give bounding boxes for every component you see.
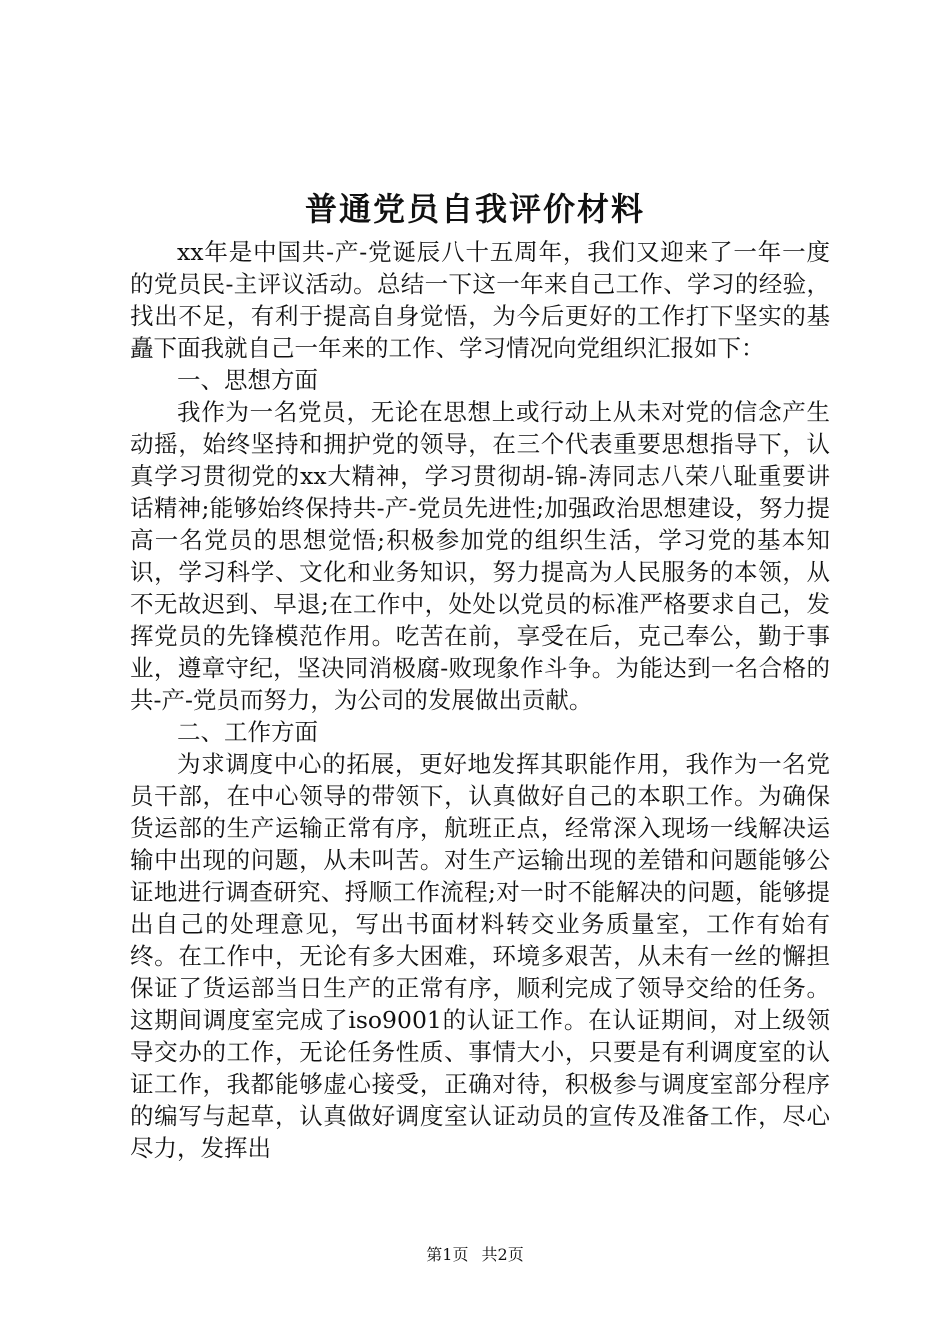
section-heading-work: 二、工作方面 xyxy=(177,718,318,746)
document-body xyxy=(130,236,830,1164)
paragraph-thought: 我作为一名党员，无论在思想上或行动上从未对党的信念产生动摇，始终坚持和拥护党的领导，在三个代表重要思想指导下，认真学习贯彻党的xx大精神，学习贯彻胡-锦-涛同志八荣八耻重要讲话精神;能够始终保持共-产-党员先进性;加强政治思想建设，努力提高一名党员的思想觉悟;积极参加党的组织生活，学习党的基本知识，学习科学、文化和业务知识，努力提高为人民服务的本领，从不无故迟到、早退;在工作中，处处以党员的标准严格要求自己，发挥党员的先锋模范作用。吃苦在前，享受在后，克己奉公，勤于事业，遵章守纪，坚决同消极腐-败现象作斗争。为能达到一名合格的共-产-党员而努力，为公司的发展做出贡献。 xyxy=(130,398,830,714)
paragraph-intro: xx年是中国共-产-党诞辰八十五周年，我们又迎来了一年一度的党员民-主评议活动。总结一下这一年来自己工作、学习的经验，找出不足，有利于提高自身觉悟，为今后更好的工作打下坚实的基矗下面我就自己一年来的工作、学习情况向党组织汇报如下： xyxy=(130,238,830,362)
page-footer xyxy=(0,1243,950,1267)
section-heading-thought: 一、思想方面 xyxy=(177,366,318,394)
page-total: 共2页 xyxy=(481,1245,524,1264)
page-number: 第1页 xyxy=(426,1245,469,1264)
paragraph-work: 为求调度中心的拓展，更好地发挥其职能作用，我作为一名党员干部，在中心领导的带领下，认真做好自己的本职工作。为确保货运部的生产运输正常有序，航班正点，经常深入现场一线解决运输中出现的问题，从未叫苦。对生产运输出现的差错和问题能够公证地进行调查研究、捋顺工作流程;对一时不能解决的问题，能够提出自己的处理意见，写出书面材料转交业务质量室，工作有始有终。在工作中，无论有多大困难，环境多艰苦，从未有一丝的懈担保证了货运部当日生产的正常有序，顺利完成了领导交给的任务。这期间调度室完成了iso9001的认证工作。在认证期间，对上级领导交办的工作，无论任务性质、事情大小，只要是有利调度室的认证工作，我都能够虚心接受，正确对待，积极参与调度室部分程序的编写与起草，认真做好调度室认证动员的宣传及准备工作，尽心尽力，发挥出 xyxy=(130,750,830,1162)
document-title: 普通党员自我评价材料 xyxy=(304,190,645,228)
